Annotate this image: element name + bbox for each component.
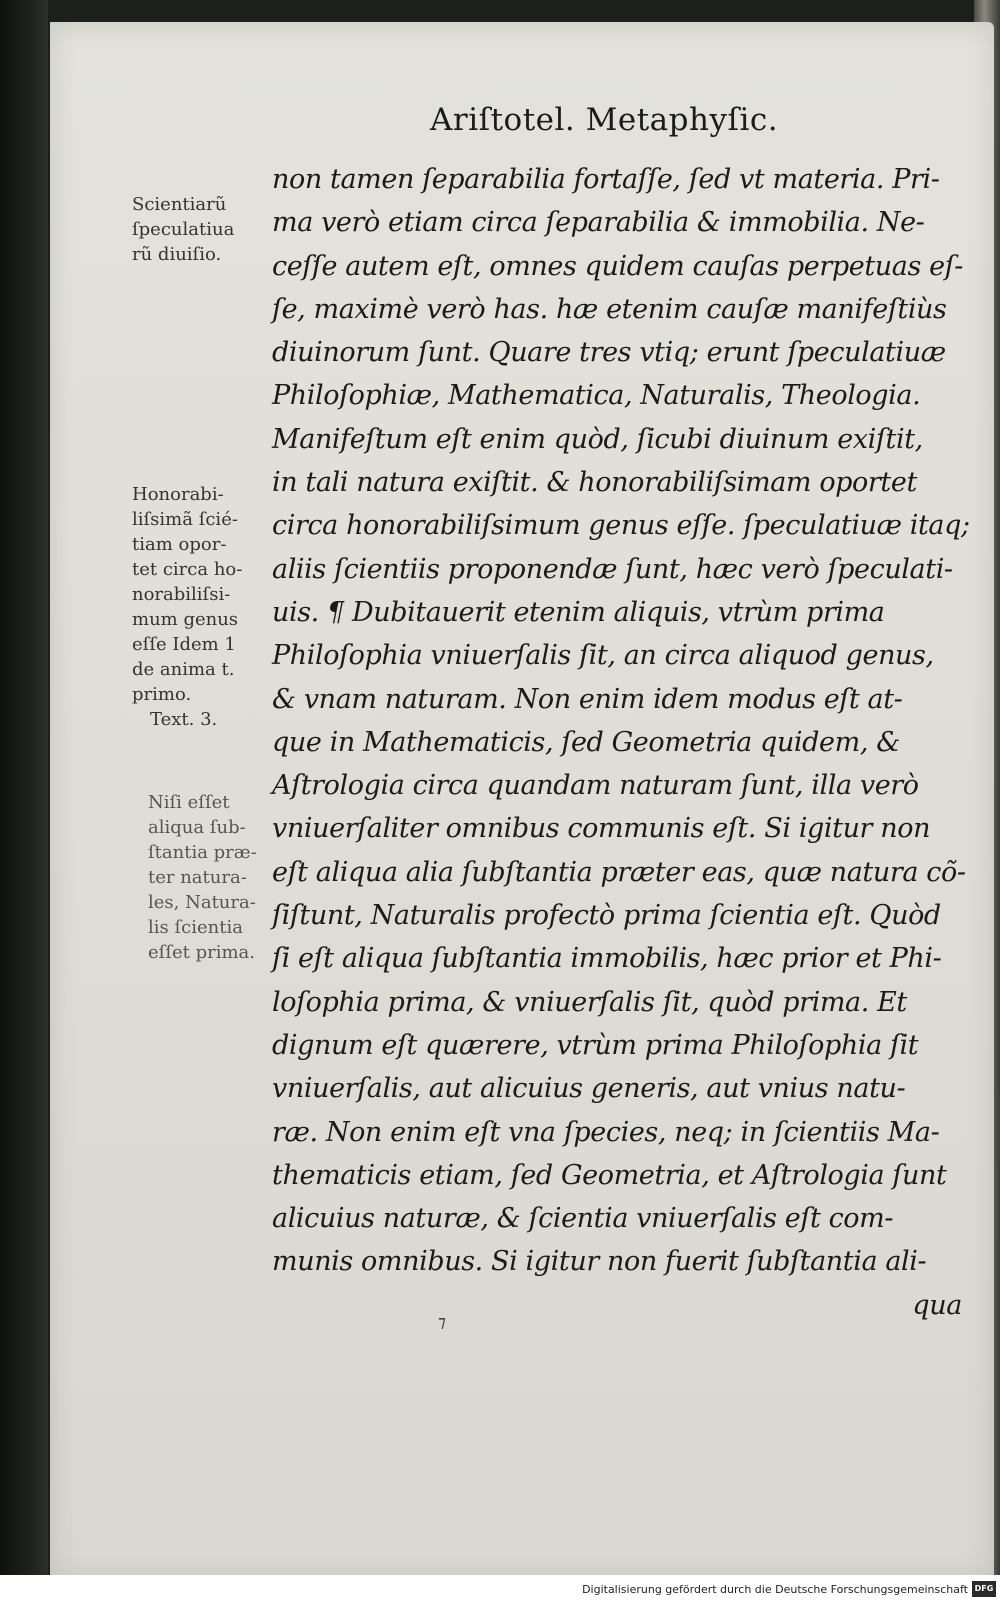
dfg-logo: DFG — [972, 1581, 996, 1597]
text-line: vniuerſalis, aut alicuius generis, aut vnius natu- — [272, 1073, 906, 1105]
margin-line: lis ſcientia — [148, 917, 243, 938]
text-line: Aſtrologia circa quandam naturam ſunt, illa verò — [272, 770, 919, 802]
text-line: ma verò etiam circa ſeparabilia & immobilia. Ne- — [272, 207, 925, 239]
margin-line: les, Natura- — [148, 892, 256, 913]
margin-note-3 — [132, 790, 262, 965]
margin-line: Scientiarũ — [132, 194, 227, 215]
margin-line: norabiliſsi- — [132, 584, 231, 605]
margin-line: ſtantia præ- — [148, 842, 257, 863]
footer-credit: Digitalisierung gefördert durch die Deutsche Forschungsgemeinschaft — [582, 1583, 968, 1596]
body-text — [272, 158, 982, 1327]
margin-note-2 — [132, 482, 262, 732]
text-line: munis omnibus. Si igitur non fuerit ſubſtantia ali- — [272, 1246, 927, 1278]
catchword: qua — [912, 1289, 962, 1321]
margin-line: de anima t. — [132, 659, 235, 680]
text-line: & vnam naturam. Non enim idem modus eſt at- — [272, 683, 903, 715]
text-line: Philoſophia vniuerſalis ſit, an circa aliquod genus, — [272, 640, 934, 672]
scan-edge-left — [0, 0, 48, 1575]
text-line: Manifeſtum eſt enim quòd, ſicubi diuinum exiſtit, — [272, 423, 923, 455]
text-line: in tali natura exiſtit. & honorabiliſsimam oportet — [272, 467, 917, 499]
text-line: eſt aliqua alia ſubſtantia præter eas, quæ natura cõ- — [272, 856, 966, 888]
margin-line: mum genus — [132, 609, 239, 630]
margin-line: Niſi eſſet — [148, 792, 230, 813]
margin-note-1 — [132, 192, 262, 267]
text-line: non tamen ſeparabilia fortaſſe, ſed vt materia. Pri- — [272, 164, 940, 195]
text-line: ſiſtunt, Naturalis profectò prima ſcientia eſt. Quòd — [272, 900, 941, 932]
margin-line: tiam opor- — [132, 534, 227, 555]
book-page — [50, 22, 994, 1582]
footer-bar — [0, 1575, 1000, 1601]
running-head: Ariſtotel. Metaphyſic. — [430, 102, 779, 138]
text-line: que in Mathematicis, ſed Geometria quidem, & — [272, 726, 900, 758]
margin-line: primo. — [132, 684, 192, 705]
margin-line: rũ diuiſio. — [132, 244, 222, 265]
margin-line: tet circa ho- — [132, 559, 243, 580]
text-line: dignum eſt quærere, vtrùm prima Philoſophia ſit — [272, 1029, 919, 1061]
text-line: uis. ¶ Dubitauerit etenim aliquis, vtrùm prima — [272, 596, 885, 628]
margin-line: eſſe Idem 1 — [132, 634, 236, 655]
text-line: Philoſophiæ, Mathematica, Naturalis, Theologia. — [272, 380, 921, 412]
margin-line: Text. 3. — [150, 709, 218, 730]
text-line: vniuerſaliter omnibus communis eſt. Si igitur non — [272, 813, 931, 845]
margin-line: aliqua ſub- — [148, 817, 246, 838]
text-line: ſe, maximè verò has. hæ etenim cauſæ manifeſtiùs — [272, 293, 947, 325]
text-line: loſophia prima, & vniuerſalis ſit, quòd prima. Et — [272, 986, 907, 1018]
text-line: ræ. Non enim eſt vna ſpecies, neq; in ſcientiis Ma- — [272, 1116, 940, 1148]
text-line: aliis ſcientiis proponendæ ſunt, hæc verò ſpeculati- — [272, 553, 953, 585]
text-line: alicuius naturæ, & ſcientia vniuerſalis eſt com- — [272, 1203, 894, 1235]
folio-mark: ⁊ — [438, 1312, 446, 1331]
margin-line: liſsimã ſcié- — [132, 509, 238, 530]
text-line: ceſſe autem eſt, omnes quidem cauſas perpetuas eſ- — [272, 250, 963, 282]
margin-line: Honorabi- — [132, 484, 224, 505]
text-line: ſi eſt aliqua ſubſtantia immobilis, hæc prior et Phi- — [272, 943, 942, 975]
margin-line: ſpeculatiua — [132, 219, 235, 240]
text-line: circa honorabiliſsimum genus eſſe. ſpeculatiuæ itaq; — [272, 510, 970, 542]
text-line: diuinorum ſunt. Quare tres vtiq; erunt ſpeculatiuæ — [272, 337, 946, 369]
margin-line: ter natura- — [148, 867, 247, 888]
margin-line: eſſet prima. — [148, 942, 255, 963]
text-line: thematicis etiam, ſed Geometria, et Aſtrologia ſunt — [272, 1159, 947, 1191]
